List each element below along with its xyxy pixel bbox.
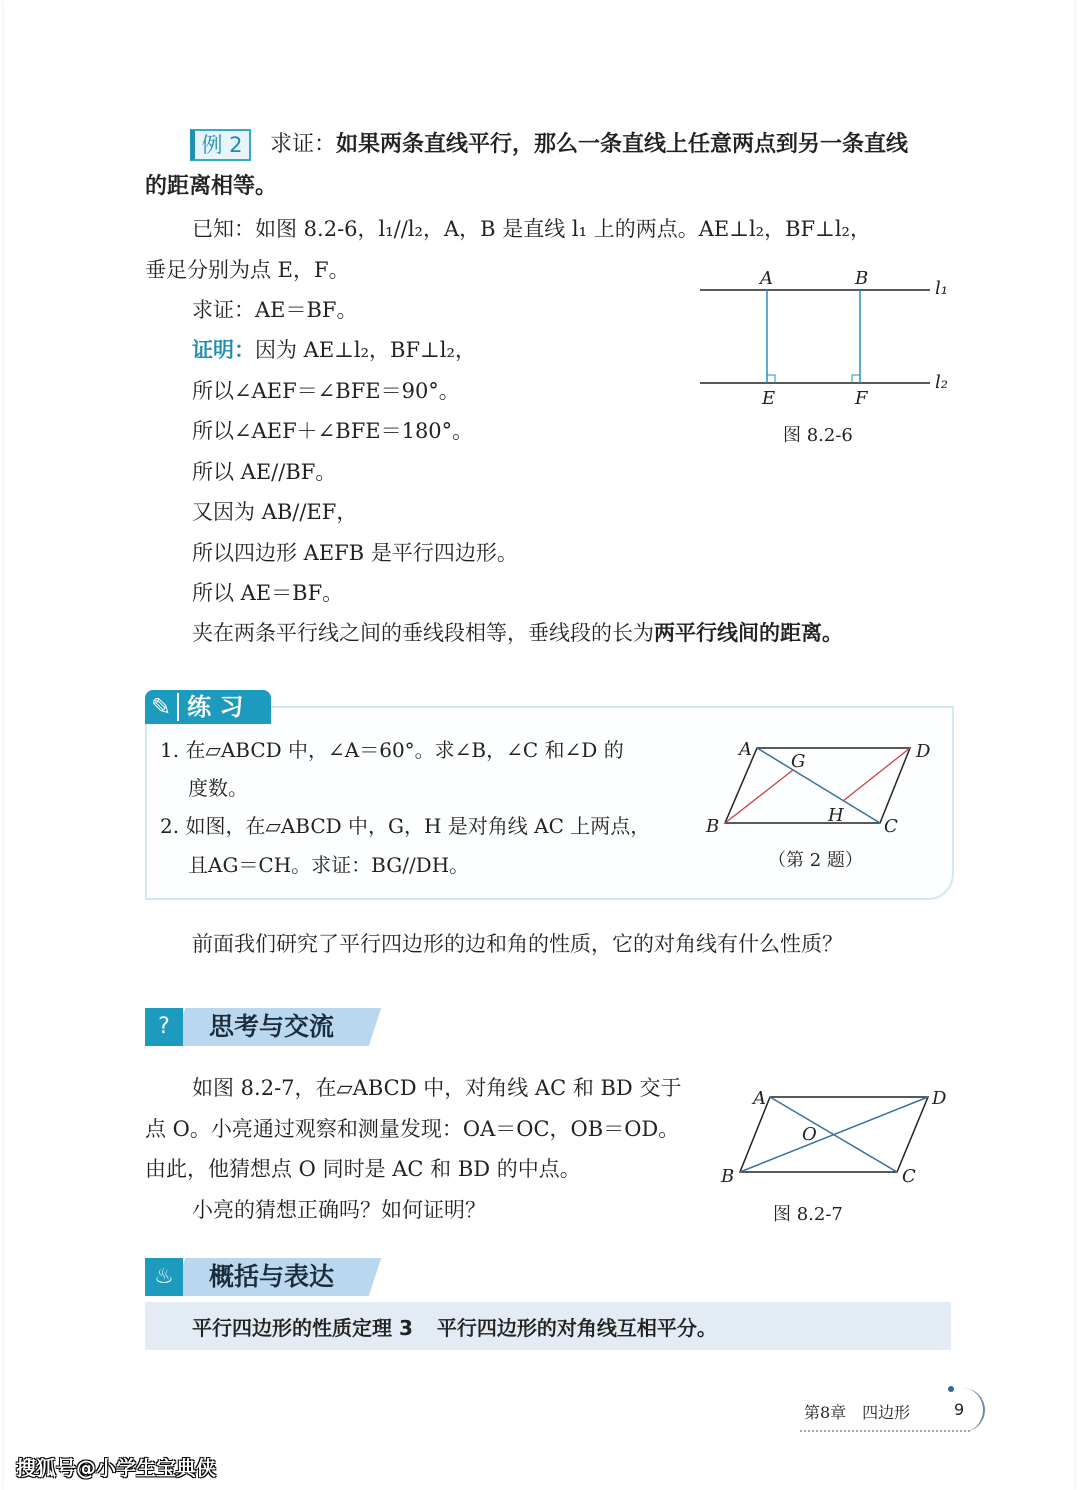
label-C: C xyxy=(884,816,898,837)
proof-line: 所以∠AEF＋∠BFE＝180°。 xyxy=(192,419,474,443)
practice-figure-caption: （第 2 题） xyxy=(768,850,863,871)
practice-title: 练 习 xyxy=(177,693,243,721)
proof-line: 又因为 AB//EF， xyxy=(192,500,358,524)
summary-heading xyxy=(145,1258,380,1296)
label-A: A xyxy=(760,268,773,289)
theorem-text: 平行四边形的对角线互相平分。 xyxy=(436,1316,717,1340)
label-l2: l₂ xyxy=(935,372,948,393)
flame-icon: ♨ xyxy=(145,1258,183,1296)
pencil-ruler-icon: ✎ xyxy=(151,693,172,721)
proof-line: 所以四边形 AEFB 是平行四边形。 xyxy=(192,541,518,565)
label-A: A xyxy=(739,739,752,760)
think-line: 点 O。小亮通过观察和测量发现：OA＝OC，OB＝OD。 xyxy=(145,1117,680,1141)
example-badge: 例 2 xyxy=(190,129,251,161)
summary-title: 概括与表达 xyxy=(209,1262,335,1291)
label-B: B xyxy=(706,816,720,837)
chapter-label: 第8章 四边形 xyxy=(804,1403,911,1422)
practice-tab xyxy=(145,690,271,724)
label-G: G xyxy=(791,751,806,772)
think-line: 小亮的猜想正确吗？如何证明？ xyxy=(192,1198,486,1222)
given-line: 垂足分别为点 E，F。 xyxy=(145,258,350,282)
right-angle-F xyxy=(852,375,860,383)
think-line: 如图 8.2-7，在▱ABCD 中，对角线 AC 和 BD 交于 xyxy=(192,1076,682,1100)
prove-line: 求证：AE＝BF。 xyxy=(192,298,358,322)
proof-line: 所以∠AEF＝∠BFE＝90°。 xyxy=(192,379,460,403)
label-H: H xyxy=(828,805,844,826)
label-B: B xyxy=(721,1166,735,1187)
label-l1: l₁ xyxy=(935,278,948,299)
right-angle-E xyxy=(767,375,775,383)
conclusion-text: 夹在两条平行线之间的垂线段相等，垂线段的长为 xyxy=(192,621,654,645)
practice-q1-cont: 度数。 xyxy=(188,776,248,800)
dot-decoration xyxy=(948,1386,954,1392)
conclusion-line xyxy=(192,618,843,648)
label-A: A xyxy=(753,1088,766,1109)
label-B: B xyxy=(855,268,869,289)
watermark: 搜狐号@小学生宝典侠 xyxy=(16,1456,216,1480)
page-number: 9 xyxy=(954,1400,965,1419)
proof-line: 所以 AE＝BF。 xyxy=(192,581,344,605)
question-cycle-icon: ? xyxy=(145,1008,183,1046)
practice-q2-cont: 且AG＝CH。求证：BG//DH。 xyxy=(188,853,470,877)
figure-8-2-7 xyxy=(715,1082,955,1192)
proof-label: 证明： xyxy=(192,338,255,362)
proof-line: 所以 AE//BF。 xyxy=(192,460,337,484)
proof-line xyxy=(192,335,476,365)
theorem-line xyxy=(192,1313,717,1343)
label-E: E xyxy=(762,388,776,409)
practice-q1: 1. 在▱ABCD 中，∠A＝60°。求∠B，∠C 和∠D 的 xyxy=(160,738,624,762)
transition-text: 前面我们研究了平行四边形的边和角的性质，它的对角线有什么性质？ xyxy=(192,932,843,956)
theorem-name: 平行四边形的性质定理 3 xyxy=(192,1316,413,1340)
diagonal-BD xyxy=(740,1097,928,1172)
label-D: D xyxy=(932,1088,947,1109)
conclusion-term: 两平行线间的距离。 xyxy=(654,621,843,645)
figure-caption: 图 8.2-6 xyxy=(783,425,853,446)
think-title: 思考与交流 xyxy=(209,1012,335,1041)
practice-figure xyxy=(700,735,940,840)
statement-text: 如果两条直线平行，那么一条直线上任意两点到另一条直线 xyxy=(336,132,909,157)
label-O: O xyxy=(802,1124,817,1145)
proof-text: 因为 AE⊥l₂，BF⊥l₂， xyxy=(255,338,476,362)
segment-BG xyxy=(725,770,793,823)
label-F: F xyxy=(855,388,868,409)
figure-8-2-6 xyxy=(690,262,960,412)
label-C: C xyxy=(902,1166,916,1187)
figure-caption: 图 8.2-7 xyxy=(773,1204,843,1225)
practice-q2: 2. 如图，在▱ABCD 中，G，H 是对角线 AC 上两点， xyxy=(160,814,651,838)
example-statement xyxy=(270,130,908,160)
think-line: 由此，他猜想点 O 同时是 AC 和 BD 的中点。 xyxy=(145,1157,581,1181)
prompt-label: 求证： xyxy=(270,132,337,157)
given-line: 已知：如图 8.2-6，l₁//l₂，A，B 是直线 l₁ 上的两点。AE⊥l₂，BF⊥l₂， xyxy=(192,217,871,241)
label-D: D xyxy=(916,741,931,762)
think-heading xyxy=(145,1008,380,1046)
statement-cont: 的距离相等。 xyxy=(145,174,278,199)
